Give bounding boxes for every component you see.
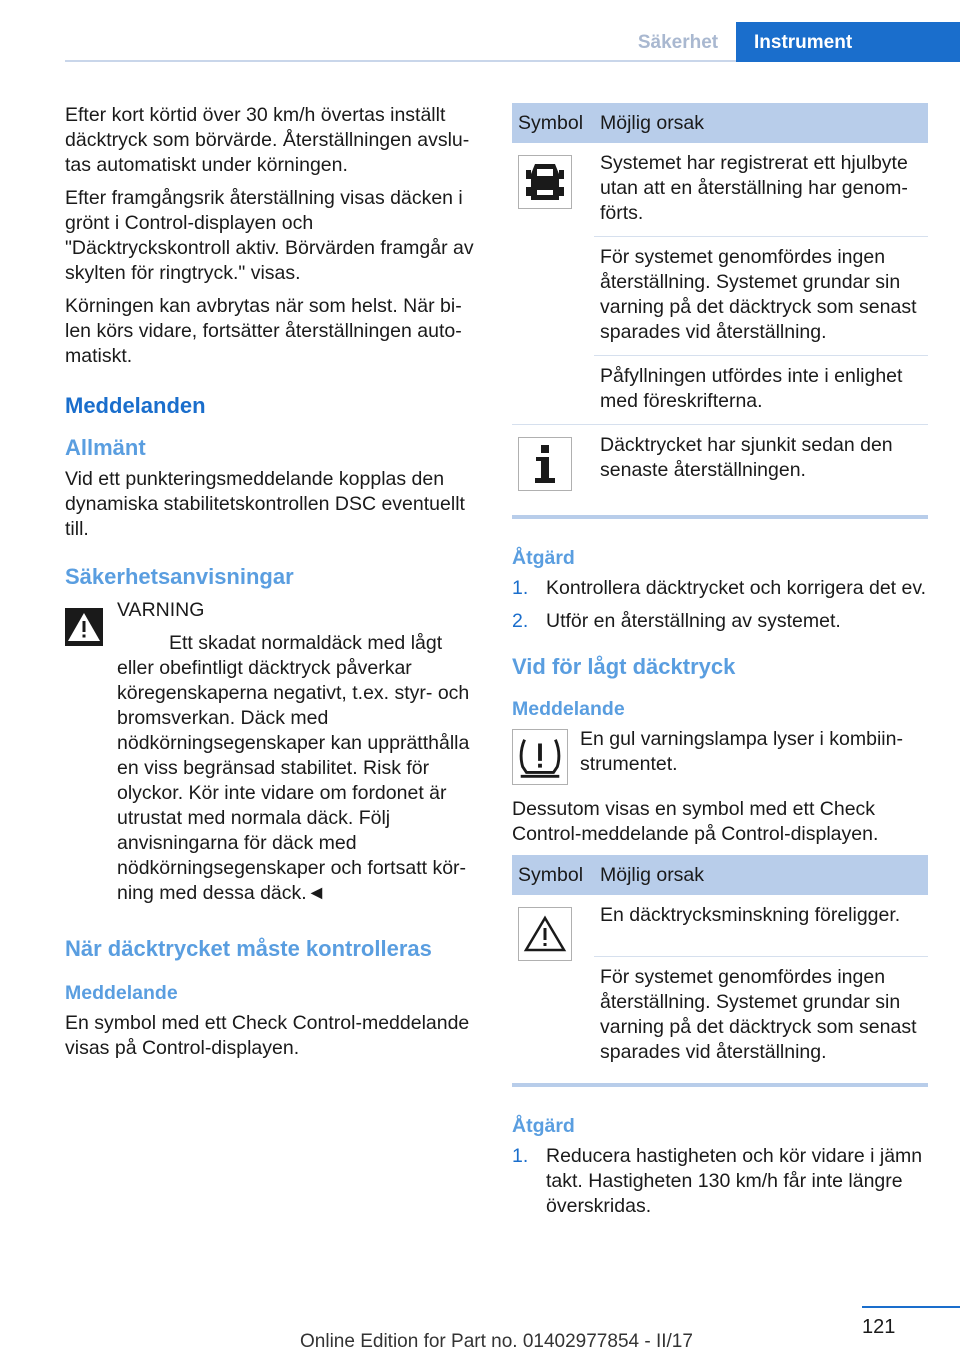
warning-block: [65, 598, 480, 906]
heading-lagt-tryck: Vid för lågt däcktryck: [512, 654, 736, 679]
table-row: [512, 143, 928, 237]
paragraph-success: Efter framgångsrik återställning visas däcken i grönt i Control-displayen och "Däcktryckskontroll aktiv. Börvärden framgår av skylten för ringtryck." visas.: [65, 187, 474, 284]
cause-text: Däcktrycket har sjunkit sedan den senaste återställningen.: [600, 434, 893, 481]
car-wheels-icon: [518, 155, 572, 209]
warning-triangle-outline-icon: [518, 907, 572, 961]
column-header-symbol: Symbol: [512, 855, 594, 895]
paragraph-abort: Körningen kan avbrytas när som helst. När bilen körs vidare, fortsätter återställningen automatiskt.: [65, 295, 462, 367]
table-end-rule: [512, 1083, 928, 1087]
paragraph-allmant: Vid ett punkteringsmeddelande kopplas den dynamiska stabilitetskontrollen DSC eventuellt till.: [65, 468, 465, 540]
tab-instrument[interactable]: Instrument: [736, 22, 960, 62]
tab-sakerhet[interactable]: Säkerhet: [637, 32, 719, 53]
table-end-rule: [512, 515, 928, 519]
cause-text: För systemet genomfördes ingen återställning. Systemet grundar sin varning på det däcktryck som senast sparades vid återställning.: [600, 966, 917, 1063]
heading-meddelande-2: Meddelande: [512, 698, 625, 720]
list-item: 1. Kontrollera däcktrycket och korrigera det ev.: [512, 577, 927, 599]
heading-meddelande: Meddelande: [65, 982, 178, 1004]
heading-nar-kontrolleras: När däcktrycket måste kontrolleras: [65, 936, 432, 961]
cause-text: Systemet har registrerat ett hjulbyte utan att en återställning har genomförts.: [594, 143, 928, 237]
cause-text: Påfyllningen utfördes inte i enlighet med föreskrifterna.: [594, 356, 928, 425]
warning-triangle-icon: [65, 608, 103, 646]
heading-meddelanden: Meddelanden: [65, 393, 206, 418]
action-list-2: [512, 1144, 928, 1219]
warning-text: Ett skadat normaldäck med lågt eller obefintligt däcktryck påverkar köregenskaperna negativt, t.ex. styr- och bromsverkan. Däck med nödkörningsegenskaper kan upprätthålla en viss begränsad stabilitet. Risk för olyckor. Kör inte vidare om fordonet är utrustat med normala däck. Följ anvisningarna för däck med nödkörningsegenskaper och fortsatt körning med dessa däck.◄: [117, 632, 470, 904]
list-item: 2. Utför en återställning av systemet.: [512, 610, 841, 632]
info-icon: [518, 437, 572, 491]
paragraph-reset: Efter kort körtid över 30 km/h övertas inställt däcktryck som börvärde. Återställningen avslutas automatiskt under körningen.: [65, 104, 470, 176]
cause-text: En däcktrycksminskning föreligger.: [594, 895, 928, 957]
paragraph-dessutom: Dessutom visas en symbol med ett Check Control-meddelande på Control-displayen.: [512, 798, 879, 845]
cause-table-1: [512, 103, 928, 501]
left-column: [65, 103, 480, 1069]
heading-sakerhetsanvisningar: Säkerhetsanvisningar: [65, 564, 294, 589]
column-header-orsak: Möjlig orsak: [594, 103, 928, 143]
right-column: [512, 103, 928, 1227]
column-header-symbol: Symbol: [512, 103, 594, 143]
cause-table-2: [512, 855, 928, 1075]
list-item: 1. Reducera hastigheten och kör vidare i jämn takt. Hastigheten 130 km/h får inte längre överskridas.: [512, 1145, 923, 1217]
heading-atgard-1: Åtgärd: [512, 547, 575, 569]
action-list-1: [512, 576, 928, 634]
paragraph-meddelande: En symbol med ett Check Control-meddelande visas på Control-displayen.: [65, 1012, 470, 1059]
footer-rule: [862, 1306, 960, 1308]
cause-text: För systemet genomfördes ingen återställning. Systemet grundar sin varning på det däcktryck som senast sparades vid återställning.: [594, 237, 928, 356]
heading-atgard-2: Åtgärd: [512, 1115, 575, 1137]
column-header-orsak: Möjlig orsak: [594, 855, 928, 895]
warning-lamp-block: [512, 727, 928, 785]
warning-lamp-text: En gul varningslampa lyser i kombiinstrumentet.: [580, 728, 903, 775]
warning-title: VARNING: [117, 599, 205, 621]
table-row: [512, 895, 928, 957]
table-row: [512, 425, 928, 502]
tire-pressure-warning-icon: [512, 729, 568, 785]
heading-allmant: Allmänt: [65, 435, 146, 460]
page-number: 121: [862, 1316, 896, 1338]
edition-text: Online Edition for Part no. 01402977854 - II/17: [300, 1331, 693, 1352]
